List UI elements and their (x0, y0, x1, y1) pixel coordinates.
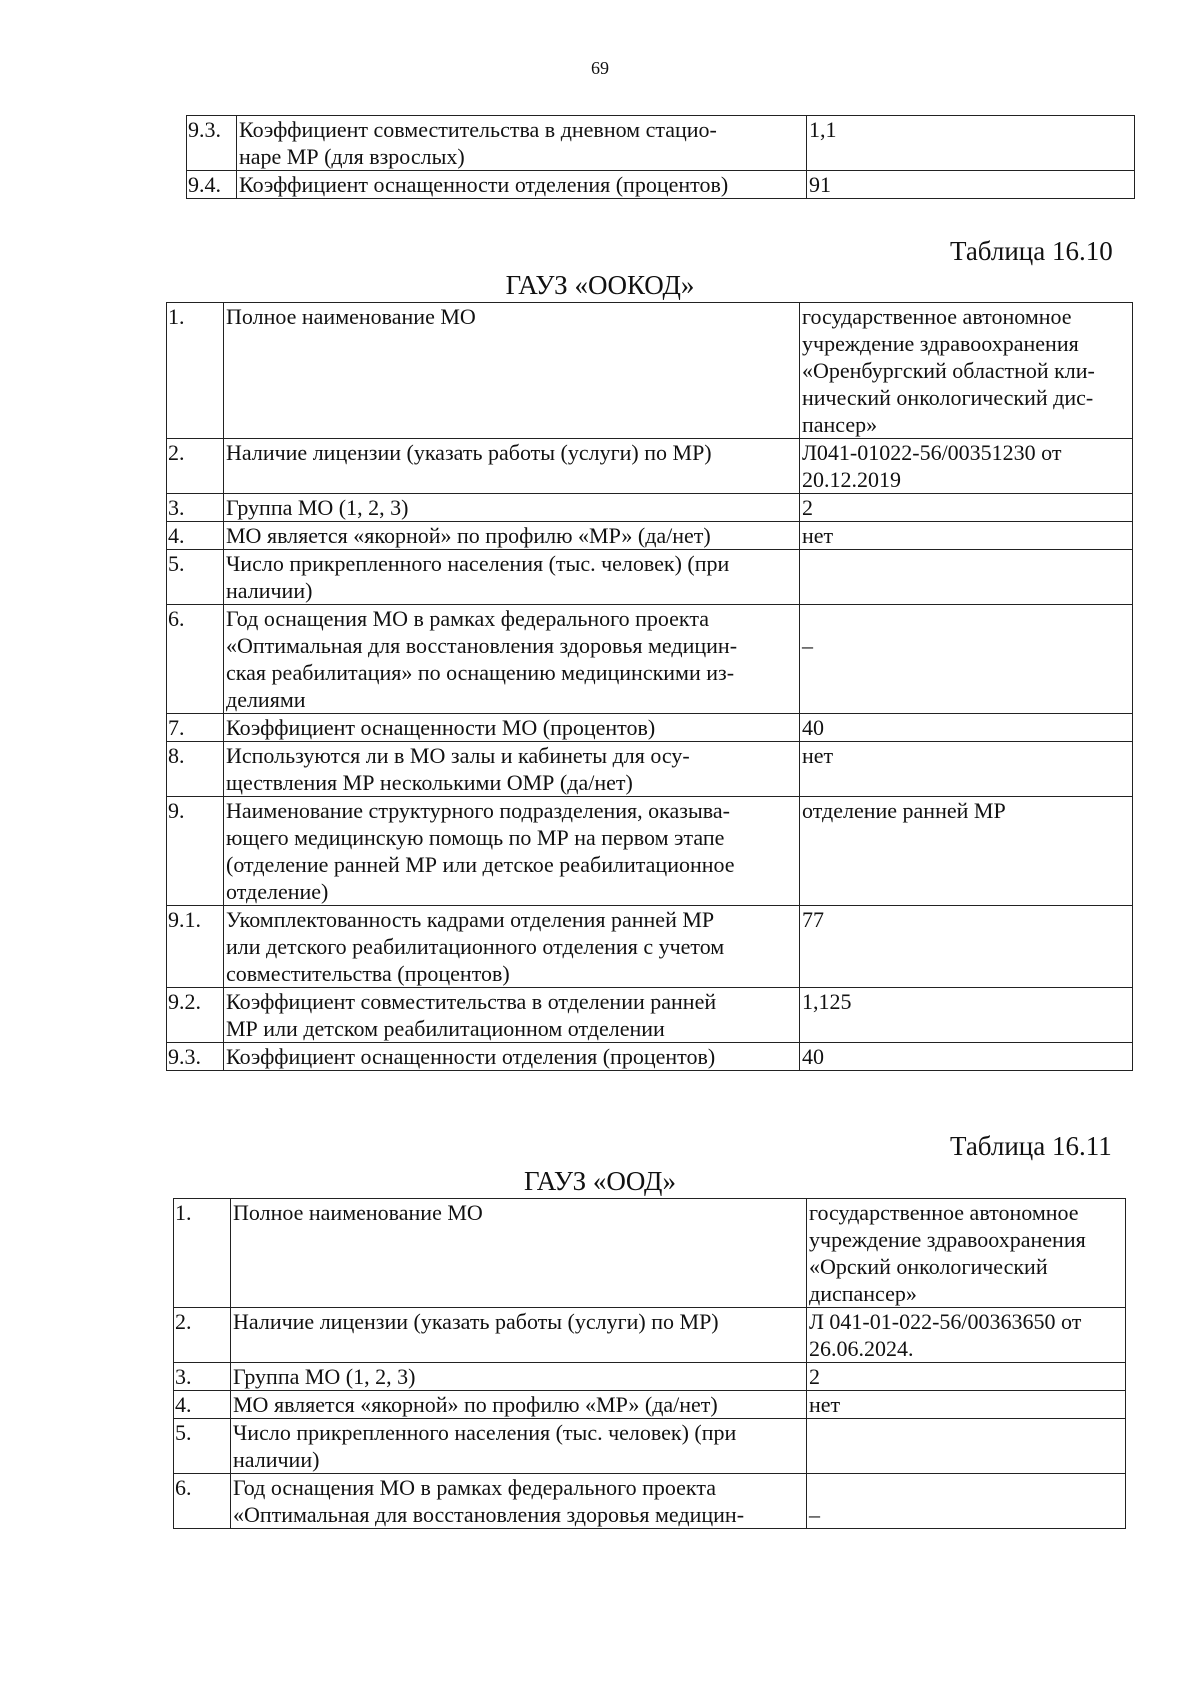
label-line: делиями (226, 687, 306, 712)
row-number: 8. (167, 742, 224, 797)
table-row (174, 1419, 1126, 1474)
value-line: 40 (802, 715, 824, 740)
table-row (174, 1363, 1126, 1391)
row-value (800, 605, 1133, 714)
value-line: нет (802, 743, 834, 768)
row-number: 3. (167, 494, 224, 522)
label-line: Год оснащения МО в рамках федерального проекта (226, 606, 709, 631)
row-label (237, 171, 807, 199)
row-label (224, 550, 800, 605)
table-row (167, 439, 1133, 494)
row-label (237, 116, 807, 171)
row-label (231, 1363, 807, 1391)
row-value (807, 171, 1135, 199)
value-line: государственное автономное (802, 304, 1072, 329)
label-line: Группа МО (1, 2, 3) (233, 1364, 416, 1389)
row-label (231, 1199, 807, 1308)
value-line: отделение ранней МР (802, 798, 1006, 823)
value-line (802, 605, 1130, 632)
label-line: МР или детском реабилитационном отделении (226, 1016, 665, 1041)
label-line: Укомплектованность кадрами отделения ранней МР (226, 907, 715, 932)
value-line: 40 (802, 1044, 824, 1069)
label-line: Используются ли в МО залы и кабинеты для осу- (226, 743, 690, 768)
label-line: Коэффициент совместительства в дневном стацио- (239, 117, 717, 142)
label-line: (отделение ранней МР или детское реабилитационное (226, 852, 735, 877)
row-number: 1. (167, 303, 224, 439)
value-line: диспансер» (809, 1281, 917, 1306)
row-number: 9.1. (167, 906, 224, 988)
value-line: 1,125 (802, 989, 852, 1014)
label-line: ществления МР несколькими ОМР (да/нет) (226, 770, 633, 795)
row-label (231, 1308, 807, 1363)
row-label (224, 1043, 800, 1071)
row-value (807, 1363, 1126, 1391)
row-value (800, 303, 1133, 439)
label-line: Коэффициент совместительства в отделении ранней (226, 989, 717, 1014)
row-number: 4. (174, 1391, 231, 1419)
row-number: 9.4. (187, 171, 237, 199)
row-value (800, 797, 1133, 906)
table-16-11 (173, 1198, 1126, 1529)
row-number: 4. (167, 522, 224, 550)
value-line: учреждение здравоохранения (802, 331, 1079, 356)
row-number: 2. (174, 1308, 231, 1363)
row-value (807, 1199, 1126, 1308)
row-value (800, 550, 1133, 605)
row-value (800, 906, 1133, 988)
row-number: 7. (167, 714, 224, 742)
value-line: нический онкологический дис- (802, 385, 1094, 410)
label-line: Наличие лицензии (указать работы (услуги) по МР) (233, 1309, 719, 1334)
row-label (224, 522, 800, 550)
table-16-10 (166, 302, 1133, 1071)
value-line: 1,1 (809, 117, 837, 142)
table-title-ookod: ГАУЗ «ООКОД» (505, 270, 695, 300)
value-line (809, 1419, 1123, 1446)
table-row (167, 550, 1133, 605)
table-caption-16-10: Таблица 16.10 (950, 236, 1113, 266)
label-line: совместительства (процентов) (226, 961, 510, 986)
row-value (800, 714, 1133, 742)
row-number: 6. (174, 1474, 231, 1529)
table-row (174, 1308, 1126, 1363)
label-line: ющего медицинскую помощь по МР на первом этапе (226, 825, 725, 850)
label-line: наре МР (для взрослых) (239, 144, 465, 169)
table-row (167, 988, 1133, 1043)
row-number: 3. (174, 1363, 231, 1391)
value-line: государственное автономное (809, 1200, 1079, 1225)
table-row (167, 494, 1133, 522)
table-row (167, 522, 1133, 550)
label-line: наличии) (233, 1447, 320, 1472)
row-value (807, 1391, 1126, 1419)
row-value (807, 1419, 1126, 1474)
value-line: – (809, 1502, 820, 1527)
table-row (174, 1391, 1126, 1419)
row-label (224, 906, 800, 988)
table-row (174, 1199, 1126, 1308)
label-line: МО является «якорной» по профилю «МР» (да/нет) (233, 1392, 718, 1417)
label-line: или детского реабилитационного отделения с учетом (226, 934, 725, 959)
value-line: «Орский онкологический (809, 1254, 1048, 1279)
value-line: нет (809, 1392, 841, 1417)
value-line: Л 041-01-022-56/00363650 от (809, 1309, 1082, 1334)
table-caption-16-11: Таблица 16.11 (950, 1131, 1112, 1161)
row-value (800, 439, 1133, 494)
table-row (167, 797, 1133, 906)
row-value (800, 1043, 1133, 1071)
table-row (167, 742, 1133, 797)
row-value (807, 116, 1135, 171)
label-line: наличии) (226, 578, 313, 603)
table-row (187, 116, 1135, 171)
row-value (800, 494, 1133, 522)
row-label (231, 1474, 807, 1529)
value-line: 20.12.2019 (802, 467, 901, 492)
row-value (800, 988, 1133, 1043)
table-title-ood: ГАУЗ «ООД» (524, 1166, 676, 1196)
row-value (800, 742, 1133, 797)
label-line: Полное наименование МО (226, 304, 476, 329)
label-line: ская реабилитация» по оснащению медицинскими из- (226, 660, 735, 685)
value-line: пансер» (802, 412, 878, 437)
value-line: нет (802, 523, 834, 548)
value-line: «Оренбургский областной кли- (802, 358, 1095, 383)
label-line: Наименование структурного подразделения, оказыва- (226, 798, 730, 823)
label-line: отделение) (226, 879, 329, 904)
row-number: 9.3. (187, 116, 237, 171)
row-label (231, 1419, 807, 1474)
value-line: 26.06.2024. (809, 1336, 914, 1361)
label-line: Число прикрепленного населения (тыс. человек) (при (226, 551, 730, 576)
label-line: Группа МО (1, 2, 3) (226, 495, 409, 520)
row-number: 5. (167, 550, 224, 605)
value-line: – (802, 633, 813, 658)
row-label (224, 439, 800, 494)
label-line: Число прикрепленного населения (тыс. человек) (при (233, 1420, 737, 1445)
row-number: 9.2. (167, 988, 224, 1043)
row-value (807, 1474, 1126, 1529)
table-row (167, 906, 1133, 988)
table-row (167, 714, 1133, 742)
row-label (224, 742, 800, 797)
value-line: 2 (809, 1364, 820, 1389)
page-number: 69 (591, 58, 609, 78)
continuation-table (186, 115, 1135, 199)
row-value (800, 522, 1133, 550)
row-label (224, 988, 800, 1043)
table-row (167, 1043, 1133, 1071)
row-number: 9.3. (167, 1043, 224, 1071)
label-line: Год оснащения МО в рамках федерального проекта (233, 1475, 716, 1500)
row-number: 6. (167, 605, 224, 714)
value-line: учреждение здравоохранения (809, 1227, 1086, 1252)
label-line: Коэффициент оснащенности отделения (процентов) (226, 1044, 716, 1069)
row-label (224, 494, 800, 522)
label-line: Полное наименование МО (233, 1200, 483, 1225)
table-row (167, 303, 1133, 439)
row-number: 5. (174, 1419, 231, 1474)
row-label (224, 714, 800, 742)
label-line: Коэффициент оснащенности отделения (процентов) (239, 172, 729, 197)
label-line: «Оптимальная для восстановления здоровья медицин- (226, 633, 738, 658)
row-label (224, 303, 800, 439)
row-label (224, 605, 800, 714)
value-line (809, 1474, 1123, 1501)
value-line (802, 550, 1130, 577)
row-label (231, 1391, 807, 1419)
table-row (174, 1474, 1126, 1529)
row-number: 9. (167, 797, 224, 906)
label-line: Коэффициент оснащенности МО (процентов) (226, 715, 656, 740)
row-number: 2. (167, 439, 224, 494)
table-row (187, 171, 1135, 199)
row-value (807, 1308, 1126, 1363)
value-line: Л041-01022-56/00351230 от (802, 440, 1062, 465)
label-line: «Оптимальная для восстановления здоровья медицин- (233, 1502, 745, 1527)
row-label (224, 797, 800, 906)
row-number: 1. (174, 1199, 231, 1308)
value-line: 91 (809, 172, 831, 197)
label-line: Наличие лицензии (указать работы (услуги) по МР) (226, 440, 712, 465)
table-row (167, 605, 1133, 714)
label-line: МО является «якорной» по профилю «МР» (да/нет) (226, 523, 711, 548)
value-line: 77 (802, 907, 824, 932)
value-line: 2 (802, 495, 813, 520)
